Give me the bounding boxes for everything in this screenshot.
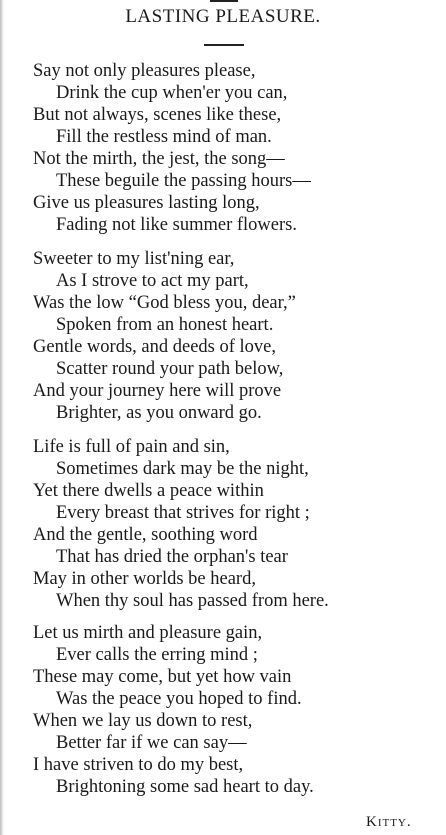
poem-line: Drink the cup when'er you can, — [56, 83, 288, 103]
poem-line: And the gentle, soothing word — [33, 525, 258, 545]
author-signature: Kitty. — [366, 814, 412, 830]
poem-line: Yet there dwells a peace within — [33, 481, 264, 501]
poem-line: Fill the restless mind of man. — [56, 127, 272, 147]
poem-line: But not always, scenes like these, — [33, 105, 282, 125]
page-edge-shadow — [0, 0, 4, 835]
poem-line: Give us pleasures lasting long, — [33, 193, 260, 213]
poem-line: Sometimes dark may be the night, — [56, 459, 309, 479]
title-rule — [204, 44, 244, 46]
poem-line: When we lay us down to rest, — [33, 711, 253, 731]
poem-line: Let us mirth and pleasure gain, — [33, 623, 263, 643]
poem-line: That has dried the orphan's tear — [56, 547, 288, 567]
poem-line: These may come, but yet how vain — [33, 667, 292, 687]
poem-line: May in other worlds be heard, — [33, 569, 256, 589]
poem-line: Life is full of pain and sin, — [33, 437, 230, 457]
poem-line: Gentle words, and deeds of love, — [33, 337, 277, 357]
poem-line: When thy soul has passed from here. — [56, 591, 329, 611]
poem-line: Better far if we can say— — [56, 733, 247, 753]
poem-line: Brightoning some sad heart to day. — [56, 777, 314, 797]
poem-line: Was the low “God bless you, dear,” — [33, 293, 296, 313]
poem-line: Was the peace you hoped to find. — [56, 689, 302, 709]
top-rule — [210, 0, 238, 2]
poem-line: Fading not like summer flowers. — [56, 215, 297, 235]
poem-line: Ever calls the erring mind ; — [56, 645, 258, 665]
poem-line: Scatter round your path below, — [56, 359, 284, 379]
poem-line: Say not only pleasures please, — [33, 61, 256, 81]
poem-line: Spoken from an honest heart. — [56, 315, 274, 335]
poem-line: I have striven to do my best, — [33, 755, 244, 775]
poem-line: Every breast that strives for right ; — [56, 503, 310, 523]
poem-line: Not the mirth, the jest, the song— — [33, 149, 285, 169]
poem-line: As I strove to act my part, — [56, 271, 249, 291]
poem-line: Brighter, as you onward go. — [56, 403, 262, 423]
poem-line: And your journey here will prove — [33, 381, 282, 401]
poem-line: These beguile the passing hours— — [56, 171, 311, 191]
poem-title: LASTING PLEASURE. — [125, 6, 321, 27]
poem-line: Sweeter to my list'ning ear, — [33, 249, 235, 269]
